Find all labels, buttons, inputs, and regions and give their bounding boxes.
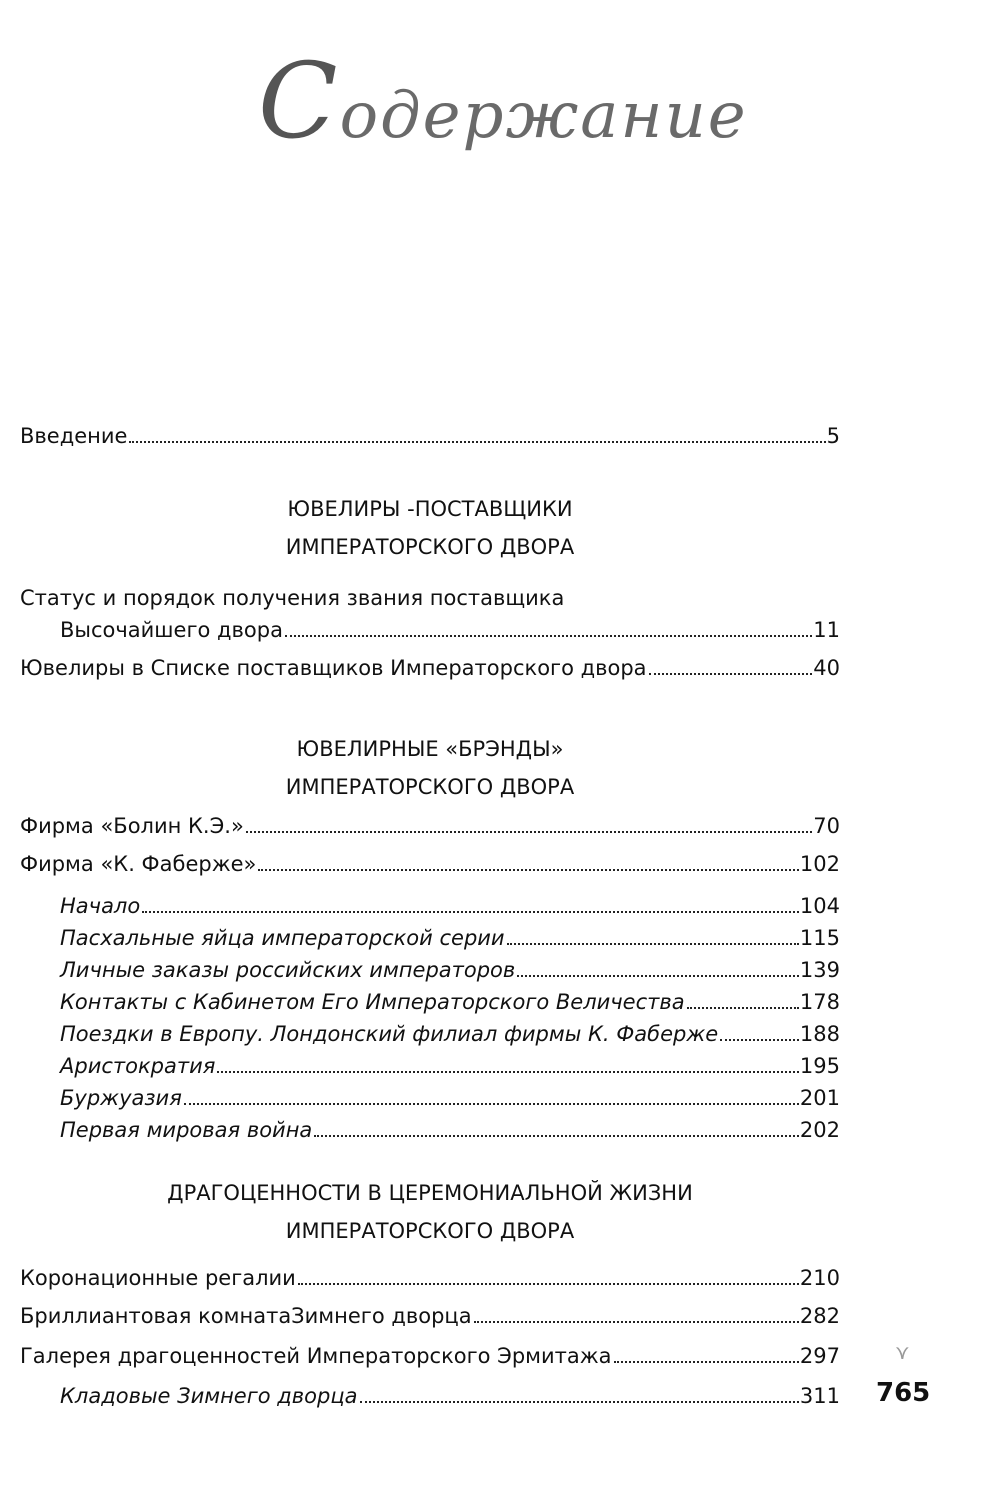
title-rest: одержание	[339, 79, 748, 153]
section-heading-2	[20, 730, 840, 806]
toc-entry-page: 311	[799, 1384, 840, 1408]
toc-entry-page: 70	[813, 814, 840, 838]
leader-dots	[142, 911, 799, 913]
section-heading-line: ИМПЕРАТОРСКОГО ДВОРА	[285, 775, 575, 799]
toc-subentry[interactable]	[20, 1050, 840, 1082]
toc-entry-label: Коронационные регалии	[20, 1266, 296, 1290]
toc-entry-label-line1: Статус и порядок получения звания поставщика	[20, 586, 565, 610]
toc-subentry[interactable]	[20, 1082, 840, 1114]
leader-dots	[360, 1401, 799, 1403]
leader-dots	[258, 869, 799, 871]
toc-subentry[interactable]	[20, 1114, 840, 1146]
leader-dots	[507, 943, 799, 945]
leader-dots	[246, 831, 812, 833]
toc-entry-page: 5	[826, 424, 840, 448]
toc-subentry[interactable]	[20, 954, 840, 986]
toc-entry-gallery[interactable]	[20, 1340, 840, 1372]
toc-entry-label: Фирма «Болин К.Э.»	[20, 814, 244, 838]
toc-entry-faberge[interactable]	[20, 848, 840, 880]
toc-subentry[interactable]	[20, 890, 840, 922]
toc-entry-page: 40	[813, 656, 840, 680]
toc-entry-page: 195	[799, 1054, 840, 1078]
toc-entry-page: 201	[799, 1086, 840, 1110]
toc-entry-page: 202	[799, 1118, 840, 1142]
toc-entry-page: 115	[799, 926, 840, 950]
leader-dots	[298, 1283, 799, 1285]
toc-entry-page: 11	[813, 618, 840, 642]
toc-entry-label: Кладовые Зимнего дворца	[60, 1384, 358, 1408]
toc-subentry-list	[20, 890, 840, 1146]
toc-entry-label: Буржуазия	[60, 1086, 182, 1110]
toc-entry-label: Поездки в Европу. Лондонский филиал фирмы К. Фаберже	[60, 1022, 719, 1046]
toc-entry-page: 102	[799, 852, 840, 876]
toc-subentry[interactable]	[20, 1380, 840, 1412]
title-initial: С	[258, 40, 340, 162]
toc-subentry[interactable]	[20, 922, 840, 954]
toc-entry-label: Бриллиантовая комнатаЗимнего дворца	[20, 1304, 472, 1328]
toc-entry-diamond-room[interactable]	[20, 1300, 840, 1332]
toc-entry-label: Аристократия	[60, 1054, 216, 1078]
toc-entry-page: 210	[799, 1266, 840, 1290]
section-heading-3	[20, 1174, 840, 1250]
section-heading-line: ЮВЕЛИРЫ -ПОСТАВЩИКИ	[287, 497, 573, 521]
toc-entry-label: Введение	[20, 424, 128, 448]
toc-entry-label: Фирма «К. Фаберже»	[20, 852, 257, 876]
leader-dots	[649, 673, 813, 675]
leader-dots	[217, 1071, 799, 1073]
leader-dots	[687, 1007, 799, 1009]
toc-entry-label: Пасхальные яйца императорской серии	[60, 926, 505, 950]
toc-entry-label: Начало	[60, 894, 141, 918]
section-heading-1	[20, 490, 840, 566]
toc-entry-page: 297	[799, 1344, 840, 1368]
toc-entry-label: Ювелиры в Списке поставщиков Императорского двора	[20, 656, 647, 680]
leader-dots	[285, 635, 812, 637]
section-heading-line: ДРАГОЦЕННОСТИ В ЦЕРЕМОНИАЛЬНОЙ ЖИЗНИ	[167, 1181, 693, 1205]
margin-mark: ⋎	[895, 1340, 910, 1364]
toc-entry-page: 178	[799, 990, 840, 1014]
leader-dots	[720, 1039, 799, 1041]
toc-entry-bolin[interactable]	[20, 810, 840, 842]
toc-entry-jewelers-list[interactable]	[20, 652, 840, 684]
toc-entry-label: Контакты с Кабинетом Его Императорского Величества	[60, 990, 685, 1014]
toc-entry-label: Первая мировая война	[60, 1118, 313, 1142]
section-heading-line: ЮВЕЛИРНЫЕ «БРЭНДЫ»	[296, 737, 564, 761]
toc-entry-page: 282	[799, 1304, 840, 1328]
leader-dots	[614, 1361, 799, 1363]
section-heading-line: ИМПЕРАТОРСКОГО ДВОРА	[285, 535, 575, 559]
toc-subentry[interactable]	[20, 986, 840, 1018]
toc-entry-label: Галерея драгоценностей Императорского Эрмитажа	[20, 1344, 612, 1368]
toc-entry-page: 139	[799, 958, 840, 982]
toc-entry-page: 104	[799, 894, 840, 918]
leader-dots	[129, 441, 825, 443]
toc-entry-supplier-status[interactable]	[20, 582, 840, 646]
leader-dots	[184, 1103, 799, 1105]
toc-entry-intro[interactable]	[20, 420, 840, 452]
page-number: 765	[876, 1378, 931, 1408]
toc-entry-regalia[interactable]	[20, 1262, 840, 1294]
leader-dots	[314, 1135, 799, 1137]
toc-entry-label: Высочайшего двора	[60, 618, 283, 642]
section-heading-line: ИМПЕРАТОРСКОГО ДВОРА	[285, 1219, 575, 1243]
toc-subentry[interactable]	[20, 1018, 840, 1050]
toc-entry-label: Личные заказы российских императоров	[60, 958, 516, 982]
toc-entry-page: 188	[799, 1022, 840, 1046]
leader-dots	[517, 975, 799, 977]
leader-dots	[474, 1321, 799, 1323]
page-title	[258, 40, 748, 162]
